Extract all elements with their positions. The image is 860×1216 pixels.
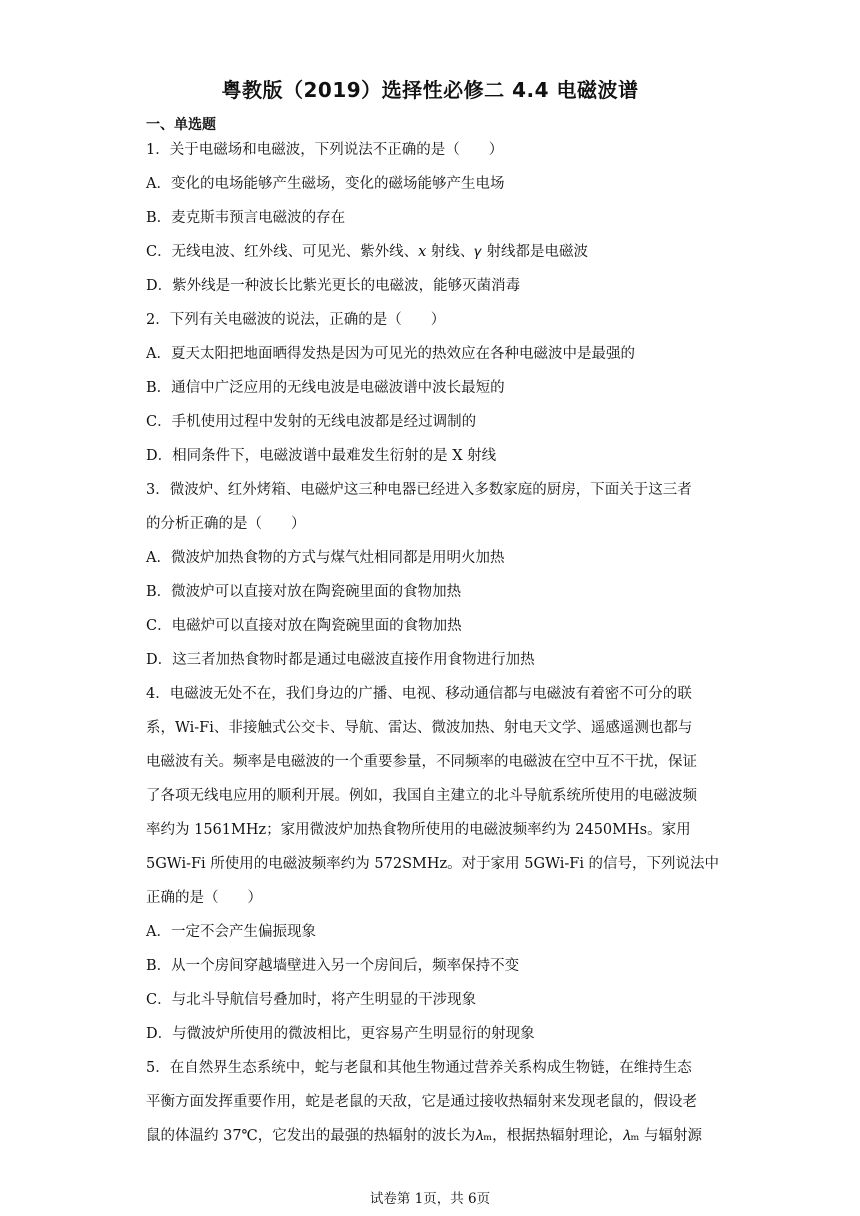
q2-option-c: C．手机使用过程中发射的无线电波都是经过调制的 (146, 414, 477, 430)
q4-option-c: C．与北斗导航信号叠加时，将产生明显的干涉现象 (146, 992, 477, 1008)
q3-option-c: C．电磁炉可以直接对放在陶瓷碗里面的食物加热 (146, 618, 462, 634)
question-4-stem-line-4: 了各项无线电应用的顺利开展。例如，我国自主建立的北斗导航系统所使用的电磁波频 (146, 788, 697, 804)
question-4-stem-line-1: 4．电磁波无处不在，我们身边的广播、电视、移动通信都与电磁波有着密不可分的联 (146, 686, 692, 702)
q2-option-a: A．夏天太阳把地面晒得发热是因为可见光的热效应在各种电磁波中是最强的 (146, 346, 635, 362)
question-4-stem-line-7: 正确的是（ ） (146, 890, 262, 906)
q1-option-a: A．变化的电场能够产生磁场，变化的磁场能够产生电场 (146, 176, 505, 192)
question-4-stem-line-3: 电磁波有关。频率是电磁波的一个重要参量，不同频率的电磁波在空中互不干扰，保证 (146, 754, 697, 770)
page-title: 粤教版（2019）选择性必修二 4.4 电磁波谱 (221, 78, 639, 102)
question-4-stem-line-2: 系，Wi-Fi、非接触式公交卡、导航、雷达、微波加热、射电天文学、遥感遥测也都与 (146, 720, 693, 736)
section-heading: 一、单选题 (146, 117, 216, 133)
q3-option-a: A．微波炉加热食物的方式与煤气灶相同都是用明火加热 (146, 550, 505, 566)
question-5-stem-line-1: 5．在自然界生态系统中，蛇与老鼠和其他生物通过营养关系构成生物链，在维持生态 (146, 1060, 692, 1076)
q4-option-d: D．与微波炉所使用的微波相比，更容易产生明显衍的射现象 (146, 1026, 535, 1042)
page-footer: 试卷第 1页，共 6页 (369, 1191, 491, 1207)
question-5-stem-line-3: 鼠的体温约 37℃，它发出的最强的热辐射的波长为𝜆ₘ，根据热辐射理论，𝜆ₘ 与辐射源 (146, 1128, 703, 1144)
q2-option-b: B．通信中广泛应用的无线电波是电磁波谱中波长最短的 (146, 380, 505, 396)
q1-option-d: D．紫外线是一种波长比紫光更长的电磁波，能够灭菌消毒 (146, 278, 521, 294)
q3-option-d: D．这三者加热食物时都是通过电磁波直接作用食物进行加热 (146, 652, 535, 668)
q4-option-a: A．一定不会产生偏振现象 (146, 924, 316, 940)
q3-option-b: B．微波炉可以直接对放在陶瓷碗里面的食物加热 (146, 584, 462, 600)
question-5-stem-line-2: 平衡方面发挥重要作用，蛇是老鼠的天敌，它是通过接收热辐射来发现老鼠的，假设老 (146, 1094, 697, 1110)
q1-option-c: C．无线电波、红外线、可见光、紫外线、𝑥 射线、𝛾 射线都是电磁波 (146, 244, 588, 260)
question-3-stem-line-2: 的分析正确的是（ ） (146, 516, 306, 532)
question-3-stem-line-1: 3．微波炉、红外烤箱、电磁炉这三种电器已经进入多数家庭的厨房，下面关于这三者 (146, 482, 692, 498)
q1-option-b: B．麦克斯韦预言电磁波的存在 (146, 210, 346, 226)
question-1-stem: 1．关于电磁场和电磁波，下列说法不正确的是（ ） (146, 142, 504, 158)
q2-option-d: D．相同条件下，电磁波谱中最难发生衍射的是 X 射线 (146, 448, 497, 464)
question-4-stem-line-5: 率约为 1561MHz；家用微波炉加热食物所使用的电磁波频率约为 2450MHs。家用 (146, 822, 691, 838)
q4-option-b: B．从一个房间穿越墙壁进入另一个房间后，频率保持不变 (146, 958, 520, 974)
question-2-stem: 2．下列有关电磁波的说法，正确的是（ ） (146, 312, 446, 328)
question-4-stem-line-6: 5GWi-Fi 所使用的电磁波频率约为 572SMHz。对于家用 5GWi-Fi 的信号，下列说法中 (146, 856, 720, 872)
